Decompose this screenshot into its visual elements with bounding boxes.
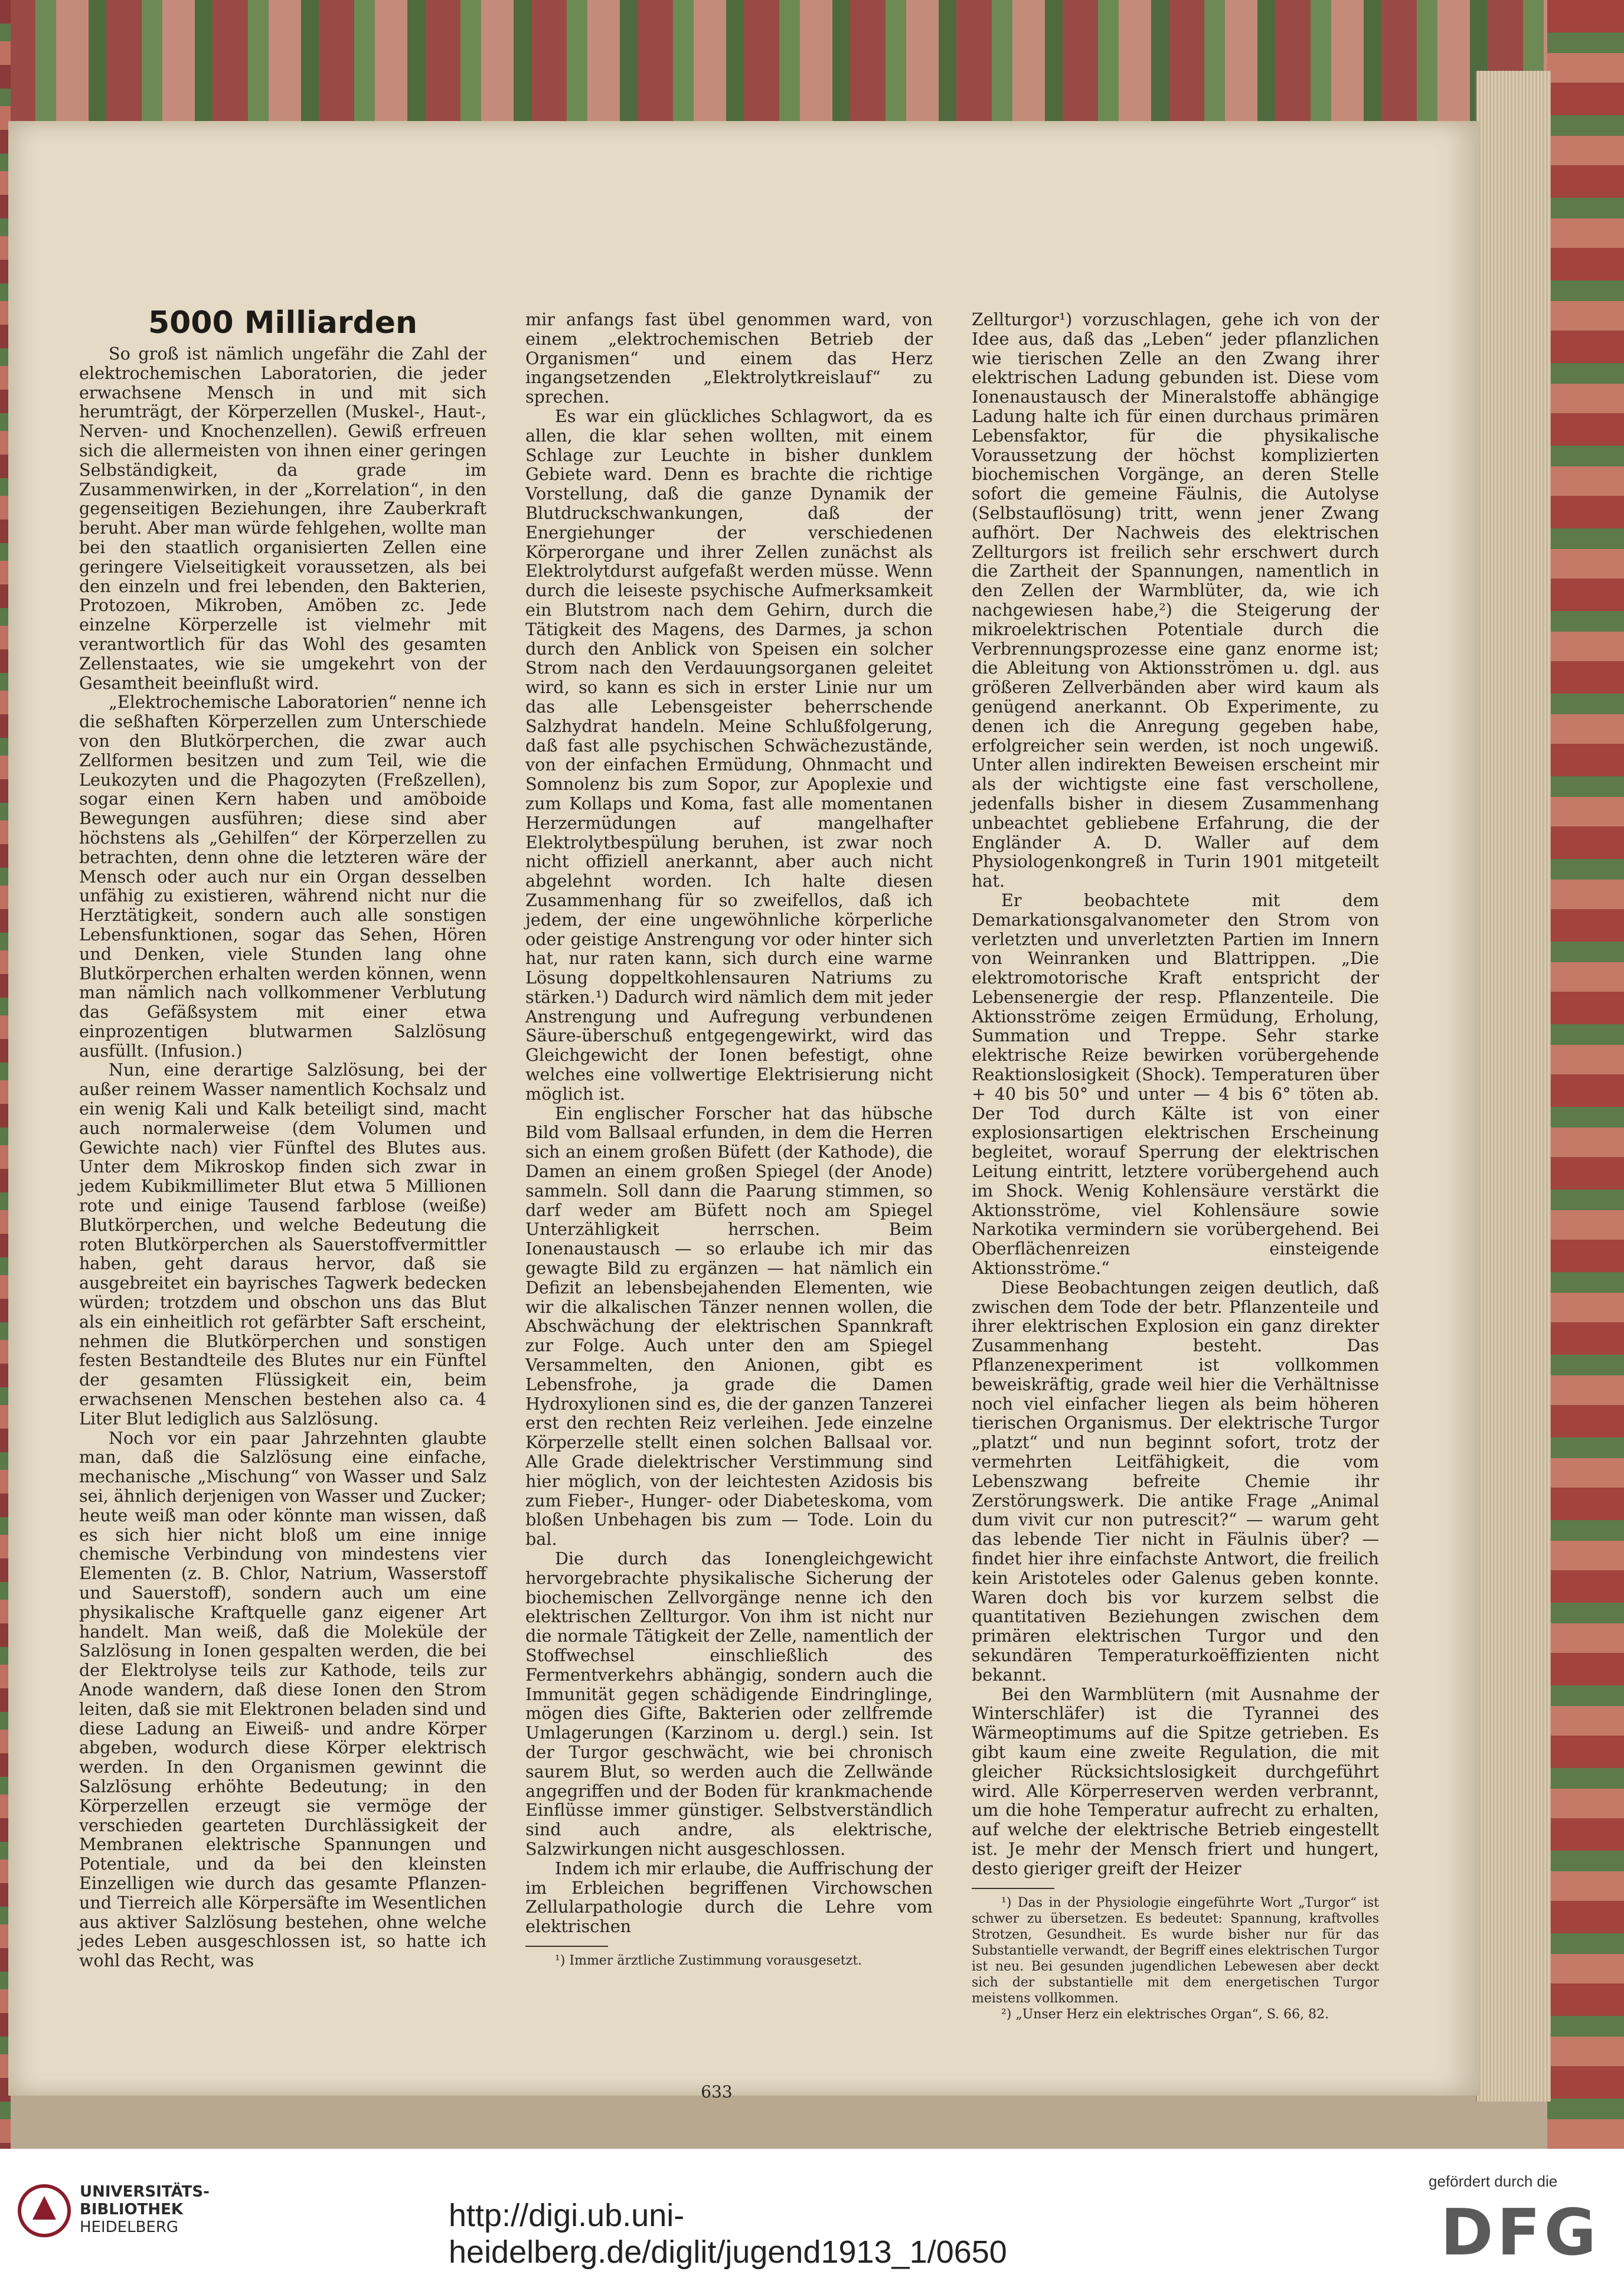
funded-by-label: gefördert durch die <box>1429 2172 1558 2190</box>
footnote-rule <box>972 1888 1054 1889</box>
paragraph: So groß ist nämlich ungefähr die Zahl der elektrochemischen Laboratorien, die jeder erwachsene Mensch in und mit sich herumträgt, der Körperzellen (Muskel-, Haut-, Nerven- und Knochenzellen). Gewiß erfreuen sich die allermeisten von ihnen einer geringen Selbständigkeit, da grade im Zusammenwirken, in der „Korrelation“, in den gegenseitigen Beziehungen, ihre Zauberkraft beruht. Aber man würde fehlgehen, wollte man bei den staatlich organisierten Zellen eine geringere Vielseitigkeit voraussetzen, als bei den einzeln und frei lebenden, den Bakterien, Protozoen, Mikroben, Amöben zc. Jede einzelne Körperzelle ist vielmehr mit verantwortlich für das Wohl des gesamten Zellenstaates, wie sie umgekehrt von der Gesamtheit beeinflußt wird. <box>79 344 486 693</box>
text-column-3 <box>972 310 1379 2022</box>
paragraph: Zellturgor¹) vorzuschlagen, gehe ich von der Idee aus, daß das „Leben“ jeder pflanzlichen wie tierischen Zelle an den Zwang ihrer elektrischen Ladung gebunden ist. Diese vom Ionenaustausch der Mineralstoffe abhängige Ladung halte ich für einen durchaus primären Lebensfaktor, für die physikalische Voraussetzung der höchst komplizierten biochemischen Vorgänge, an deren Stelle sofort die gemeine Fäulnis, die Autolyse (Selbstauflösung) tritt, wenn jener Zwang aufhört. Der Nachweis des elektrischen Zellturgors ist freilich sehr erschwert durch die Zartheit der Spannungen, namentlich in den Zellen der Warmblüter, da, wie ich nachgewiesen habe,²) die Steigerung der mikroelektrischen Potentiale durch die Verbrennungsprozesse eine ganz enorme ist; die Ableitung von Aktionsströmen u. dgl. aus größeren Zellverbänden aber wird kaum als genügend anerkannt. Ob Experimente, zu denen ich die Anregung gegeben habe, erfolgreicher sein werden, ist noch ungewiß. Unter allen indirekten Beweisen erscheint mir als der wichtigste eine fast verschollene, jedenfalls bisher in diesem Zusammenhang unbeachtet gebliebene Erfahrung, die der Engländer A. D. Waller auf dem Physiologenkongreß in Turin 1901 mitgeteilt hat. <box>972 309 1379 891</box>
footnote: ¹) Immer ärztliche Zustimmung vorausgesetzt. <box>555 1953 862 1968</box>
paragraph: Ein englischer Forscher hat das hübsche Bild vom Ballsaal erfunden, in dem die Herren sich an einem großen Büfett (der Kathode), die Damen an einem großen Spiegel (der Anode) sammeln. Soll dann die Paarung stimmen, so darf weder am Büfett noch am Spiegel Unterzähligkeit herrschen. Beim Ionenaustausch — so erlaube ich mir das gewagte Bild zu ergänzen — hat nämlich ein Defizit an lebensbejahenden Elementen, wie wir die alkalischen Tänzer nennen wollen, die Abschwächung der elektrischen Spannkraft zur Folge. Auch unter den am Spiegel Versammelten, den Anionen, gibt es Lebensfrohe, ja grade die Damen Hydroxylionen sind es, die der ganzen Tanzerei erst den rechten Reiz verleihen. Jede einzelne Körperzelle stellt einen solchen Ballsaal vor. Alle Grade dielektrischer Verstimmung sind hier möglich, von der leichtesten Azidosis bis zum Fieber-, Hunger- oder Diabeteskoma, vom bloßen Unbehagen bis zum — Tode. Loin du bal. <box>525 1103 933 1550</box>
footnote-rule <box>525 1946 608 1947</box>
paragraph: Diese Beobachtungen zeigen deutlich, daß zwischen dem Tode der betr. Pflanzenteile und ihrer elektrischen Explosion ein ganz direkter Zusammenhang besteht. Das Pflanzenexperiment ist vollkommen beweiskräftig, grade weil hier die Verhältnisse noch viel einfacher liegen als beim höheren tierischen Organismus. Der elektrische Turgor „platzt“ und nun beginnt sofort, trotz der vermehrten Leitfähigkeit, die vom Lebenszwang befreite Chemie ihr Zerstörungswerk. Die antike Frage „Animal dum vivit cur non putrescit?“ — warum geht das lebende Tier nicht in Fäulnis über? — findet hier ihre einfachste Antwort, die freilich kein Aristoteles oder Galenus geben konnte. Waren doch bis vor kurzem selbst die quantitativen Beziehungen zwischen dem primären elektrischen Turgor und den sekundären Temperaturkoëffizienten nicht bekannt. <box>972 1277 1379 1685</box>
book-binding-right <box>1547 0 1624 2149</box>
scanned-page <box>8 121 1479 2102</box>
article-title: 5000 Milliarden <box>148 305 418 341</box>
book-binding-top <box>0 0 1624 136</box>
footnote: ²) „Unser Herz ein elektrisches Organ“, S. 66, 82. <box>1001 2007 1329 2022</box>
institution-line: BIBLIOTHEK <box>80 2201 184 2218</box>
footer-bar <box>0 2149 1624 2281</box>
footnote: ¹) Das in der Physiologie eingeführte Wort „Turgor“ ist schwer zu übersetzen. Es bedeutet: Spannung, kraftvolles Strotzen, Gesundheit. Es wurde bisher nur für das Substantielle verwandt, der Begriff eines elektrischen Turgor ist neu. Bei gesunden jugendlichen Lebewesen aber deckt sich der substantielle mit dem energetischen Turgor meistens vollkommen. <box>972 1895 1379 2006</box>
paragraph: Es war ein glückliches Schlagwort, da es allen, die klar sehen wollten, mit einem Schlage zur Leuchte in bisher dunklem Gebiete ward. Denn es brachte die richtige Vorstellung, daß die ganze Dynamik der Blutdruckschwankungen, daß der Energiehunger der verschiedenen Körperorgane und ihrer Zellen zunächst als Elektrolytdurst aufgefaßt werden müsse. Wenn durch die leiseste psychische Aufmerksamkeit ein Blutstrom nach dem Gehirn, durch die Tätigkeit des Magens, des Darmes, ja schon durch den Anblick von Speisen ein solcher Strom nach den Verdauungsorganen geleitet wird, so kann es sich in erster Linie nur um das alle Lebensgeister beherrschende Salzhydrat handeln. Meine Schlußfolgerung, daß fast alle psychischen Schwächezustände, von der einfachen Ermüdung, Ohnmacht und Somnolenz bis zum Sopor, zur Apoplexie und zum Kollaps und Koma, fast alle momentanen Herzermüdungen auf mangelhafter Elektrolytbespülung beruhen, ist zwar noch nicht offiziell anerkannt, aber auch nicht abgelehnt worden. Ich halte diesen Zusammenhang für so zweifellos, daß ich jedem, der eine ungewöhnliche körperliche oder geistige Anstrengung vor oder hinter sich hat, nur raten kann, sich durch eine warme Lösung doppeltkohlensauren Natriums zu stärken.¹) Dadurch wird nämlich dem mit jeder Anstrengung und Aufregung verbundenen Säure-überschuß entgegengewirkt, wird das Gleichgewicht der Ionen befestigt, ohne welches eine vollwertige Elektrisierung nicht möglich ist. <box>525 406 933 1104</box>
university-library-name <box>80 2183 233 2236</box>
page-edge-stack <box>1476 71 1551 2102</box>
dfg-logo: DFG <box>1440 2196 1600 2270</box>
paragraph: Nun, eine derartige Salzlösung, bei der außer reinem Wasser namentlich Kochsalz und ein wenig Kali und Kalk beteiligt sind, macht auch normalerweise (dem Volumen und Gewichte nach) vier Fünftel des Blutes aus. Unter dem Mikroskop finden sich zwar in jedem Kubikmillimeter Blut etwa 5 Millionen rote und einige Tausend farblose (weiße) Blutkörperchen, und welche Bedeutung die roten Blutkörperchen als Sauerstoffvermittler haben, geht daraus hervor, daß sie ausgebreitet ein bayrisches Tagwerk bedecken würden; trotzdem und obschon uns das Blut als ein einheitlich rot gefärbter Saft erscheint, nehmen die Blutkörperchen und sonstigen festen Bestandteile des Blutes nur ein Fünftel der gesamten Flüssigkeit ein, beim erwachsenen Menschen bestehen also ca. 4 Liter Blut lediglich aus Salzlösung. <box>79 1060 486 1429</box>
institution-line: UNIVERSITÄTS- <box>80 2183 210 2201</box>
paragraph: Indem ich mir erlaube, die Auffrischung der im Erbleichen begriffenen Virchowschen Zellularpathologie durch die Lehre vom elektrischen <box>525 1858 933 1937</box>
text-column-1 <box>79 344 486 1970</box>
source-url-link[interactable]: http://digi.ub.uni-heidelberg.de/diglit/jugend1913_1/0650 <box>449 2198 1007 2270</box>
paragraph: Die durch das Ionengleichgewicht hervorgebrachte physikalische Sicherung der biochemischen Zellvorgänge nenne ich den elektrischen Zellturgor. Von ihm ist nicht nur die normale Tätigkeit der Zelle, namentlich der Stoffwechsel einschließlich des Fermentverkehrs abhängig, sondern auch die Immunität gegen schädigende Eindringlinge, mögen dies Gifte, Bakterien oder zellfremde Umlagerungen (Karzinom u. dergl.) sein. Ist der Turgor geschwächt, wie bei chronisch saurem Blut, so werden auch die Zellwände angegriffen und der Boden für krankmachende Einflüsse immer günstiger. Selbstverständlich sind auch andre, als elektrische, Salzwirkungen nicht ausgeschlossen. <box>525 1548 933 1859</box>
paragraph: mir anfangs fast übel genommen ward, von einem „elektrochemischen Betrieb der Organismen“ und einem das Herz ingangsetzenden „Elektrolytkreislauf“ zu sprechen. <box>525 309 933 407</box>
university-seal-icon <box>18 2184 71 2237</box>
text-column-2 <box>525 310 933 1969</box>
paragraph: „Elektrochemische Laboratorien“ nenne ich die seßhaften Körperzellen zum Unterschiede von den Blutkörperchen, die zwar auch Zellformen besitzen und zum Teil, wie die Leukozyten und die Phagozyten (Freßzellen), sogar einen Kern haben und amöboide Bewegungen ausführen; diese sind aber höchstens als „Gehilfen“ der Körperzellen zu betrachten, denn ohne die letzteren wäre der Mensch oder auch nur ein Organ desselben unfähig zu existieren, während nicht nur die Herztätigkeit, sondern auch alle sonstigen Lebensfunktionen, sogar das Sehen, Hören und Denken, viele Stunden lang ohne Blutkörperchen erhalten werden können, wenn man nämlich nach vollkommener Verblutung das Gefäßsystem mit einer etwa einprozentigen blutwarmen Salzlösung ausfüllt. (Infusion.) <box>79 692 486 1061</box>
institution-line: HEIDELBERG <box>80 2218 179 2236</box>
paragraph: Noch vor ein paar Jahrzehnten glaubte man, daß die Salzlösung eine einfache, mechanische „Mischung“ von Wasser und Salz sei, ähnlich derjenigen von Wasser und Zucker; heute weiß man oder könnte man wissen, daß es sich hier nicht bloß um eine innige chemische Verbindung von mindestens vier Elementen (z. B. Chlor, Natrium, Wasserstoff und Sauerstoff), sondern auch um eine physikalische Kraftquelle ganz eigener Art handelt. Man weiß, daß die Moleküle der Salzlösung in Ionen gespalten werden, die bei der Elektrolyse teils zur Kathode, teils zur Anode wandern, daß diese Ionen den Strom leiten, daß sie mit Elektronen beladen sind und diese Ladung an Eiweiß- und andre Körper abgeben, wodurch diese Körper elektrisch werden. In den Organismen gewinnt die Salzlösung erhöhte Bedeutung; in den Körperzellen erzeugt sie vermöge der verschieden gearteten Durchlässigkeit der Membranen elektrische Spannungen und Potentiale, und da bei den kleinsten Einzelligen wie durch das gesamte Pflanzen- und Tierreich alle Körpersäfte im Wesentlichen aus aktiver Salzlösung bestehen, ohne welche jedes Leben ausgeschlossen ist, so hatte ich wohl das Recht, was <box>79 1427 486 1971</box>
paragraph: Er beobachtete mit dem Demarkationsgalvanometer den Strom von verletzten und unverletzten Partien im Innern von Weinranken und Blattrippen. „Die elektromotorische Kraft entspricht der Lebensenergie der resp. Pflanzenteile. Die Aktionsströme zeigen Ermüdung, Erholung, Summation und Treppe. Sehr starke elektrische Reize bewirken vorübergehende Reaktionslosigkeit (Shock). Temperaturen über + 40 bis 50° und unter — 4 bis 6° töten ab. Der Tod durch Kälte ist von einer explosionsartigen elektrischen Erscheinung begleitet, worauf Sperrung der elektrischen Leitung eintritt, letztere vorübergehend auch im Shock. Wenig Kohlensäure verstärkt die Aktionsströme, viel Kohlensäure sowie Narkotika vermindern sie vorübergehend. Bei Oberflächenreizen einsteigende Aktionsströme.“ <box>972 890 1379 1279</box>
page-number: 633 <box>701 2082 733 2102</box>
paragraph: Bei den Warmblütern (mit Ausnahme der Winterschläfer) ist die Tyrannei des Wärmeoptimums auf die Spitze getrieben. Es gibt kaum eine zweite Regulation, die mit gleicher Rücksichtslosigkeit durchgeführt wird. Alle Körperreserven werden verbrannt, um die hohe Temperatur aufrecht zu erhalten, auf welche der elektrische Betrieb eingestellt ist. Je mehr der Mensch friert und hungert, desto gieriger greift der Heizer <box>972 1684 1379 1878</box>
